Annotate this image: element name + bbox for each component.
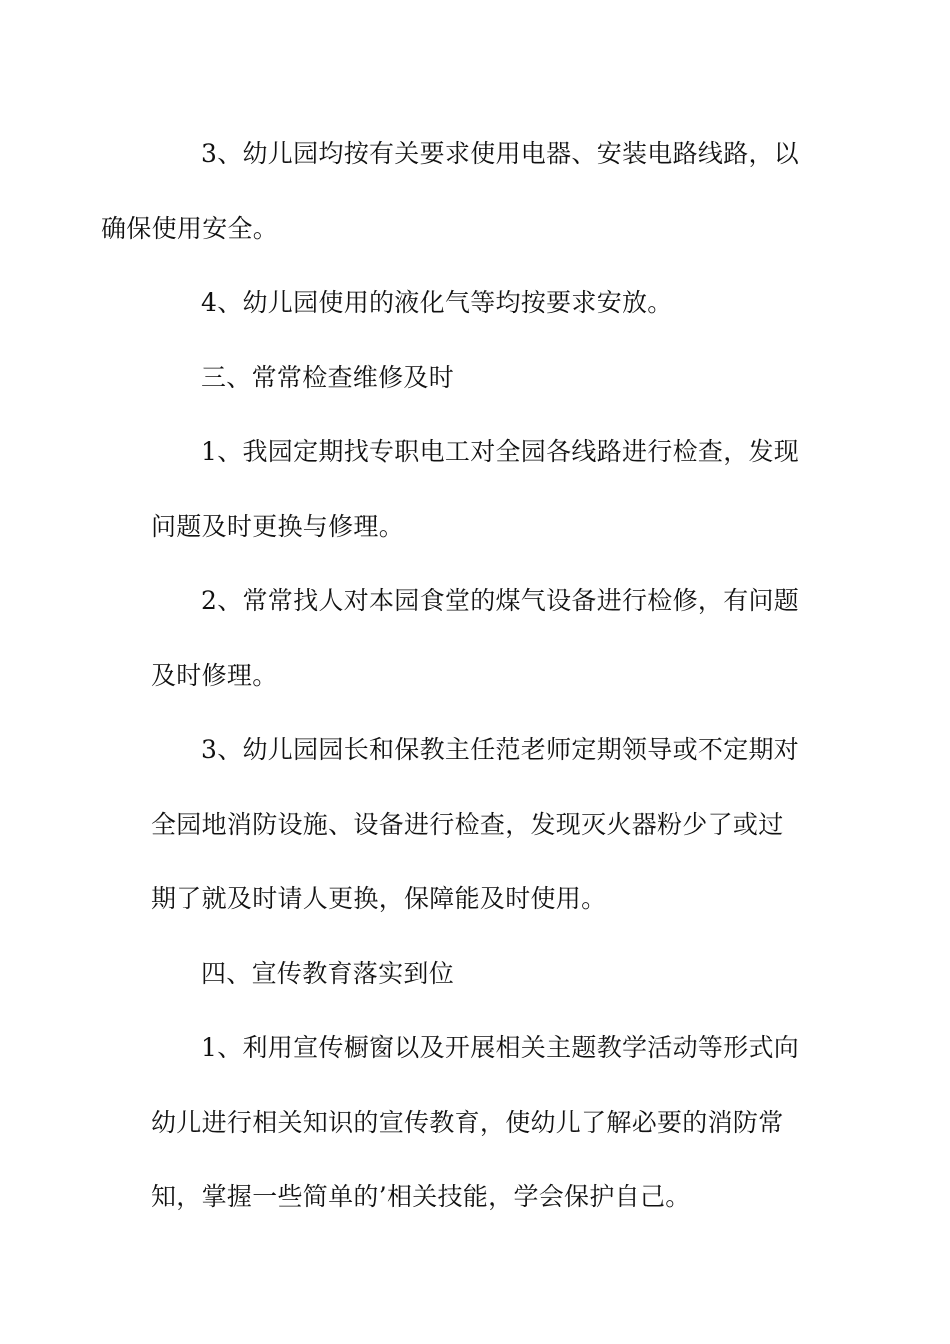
text-line: 期了就及时请人更换，保障能及时使用。 (151, 884, 607, 913)
document-body (101, 117, 811, 1235)
text-line: 1、我园定期找专职电工对全园各线路进行检查，发现 (201, 437, 800, 466)
text-line: 确保使用安全。 (101, 213, 279, 243)
text-line: 4、幼儿园使用的液化气等均按要求安放。 (201, 288, 673, 317)
text-line: 3、幼儿园均按有关要求使用电器、安装电路线路，以 (201, 139, 800, 168)
section-heading-inspection (151, 341, 811, 416)
text-line: 问题及时更换与修理。 (151, 511, 405, 541)
section-heading-education (151, 937, 811, 1012)
text-line: 及时修理。 (151, 660, 278, 690)
paragraph-electrician-check (151, 415, 811, 564)
text-line: 幼儿进行相关知识的宣传教育，使幼儿了解必要的消防常 (151, 1107, 784, 1137)
paragraph-gas-placement (151, 266, 811, 341)
paragraph-publicity-education (151, 1011, 811, 1235)
paragraph-gas-repair (151, 564, 811, 713)
text-line: 2、常常找人对本园食堂的煤气设备进行检修，有问题 (201, 586, 800, 615)
text-line: 三、常常检查维修及时 (201, 362, 455, 392)
text-line: 全园地消防设施、设备进行检查，发现灭火器粉少了或过 (151, 809, 784, 839)
text-line: 3、幼儿园园长和保教主任范老师定期领导或不定期对 (201, 735, 800, 764)
text-line: 知，掌握一些简单的’相关技能，学会保护自己。 (151, 1182, 691, 1211)
paragraph-electrical-safety (101, 117, 811, 266)
text-line: 1、利用宣传橱窗以及开展相关主题教学活动等形式向 (201, 1033, 800, 1062)
text-line: 四、宣传教育落实到位 (201, 958, 455, 988)
paragraph-fire-equipment-check (151, 713, 811, 937)
